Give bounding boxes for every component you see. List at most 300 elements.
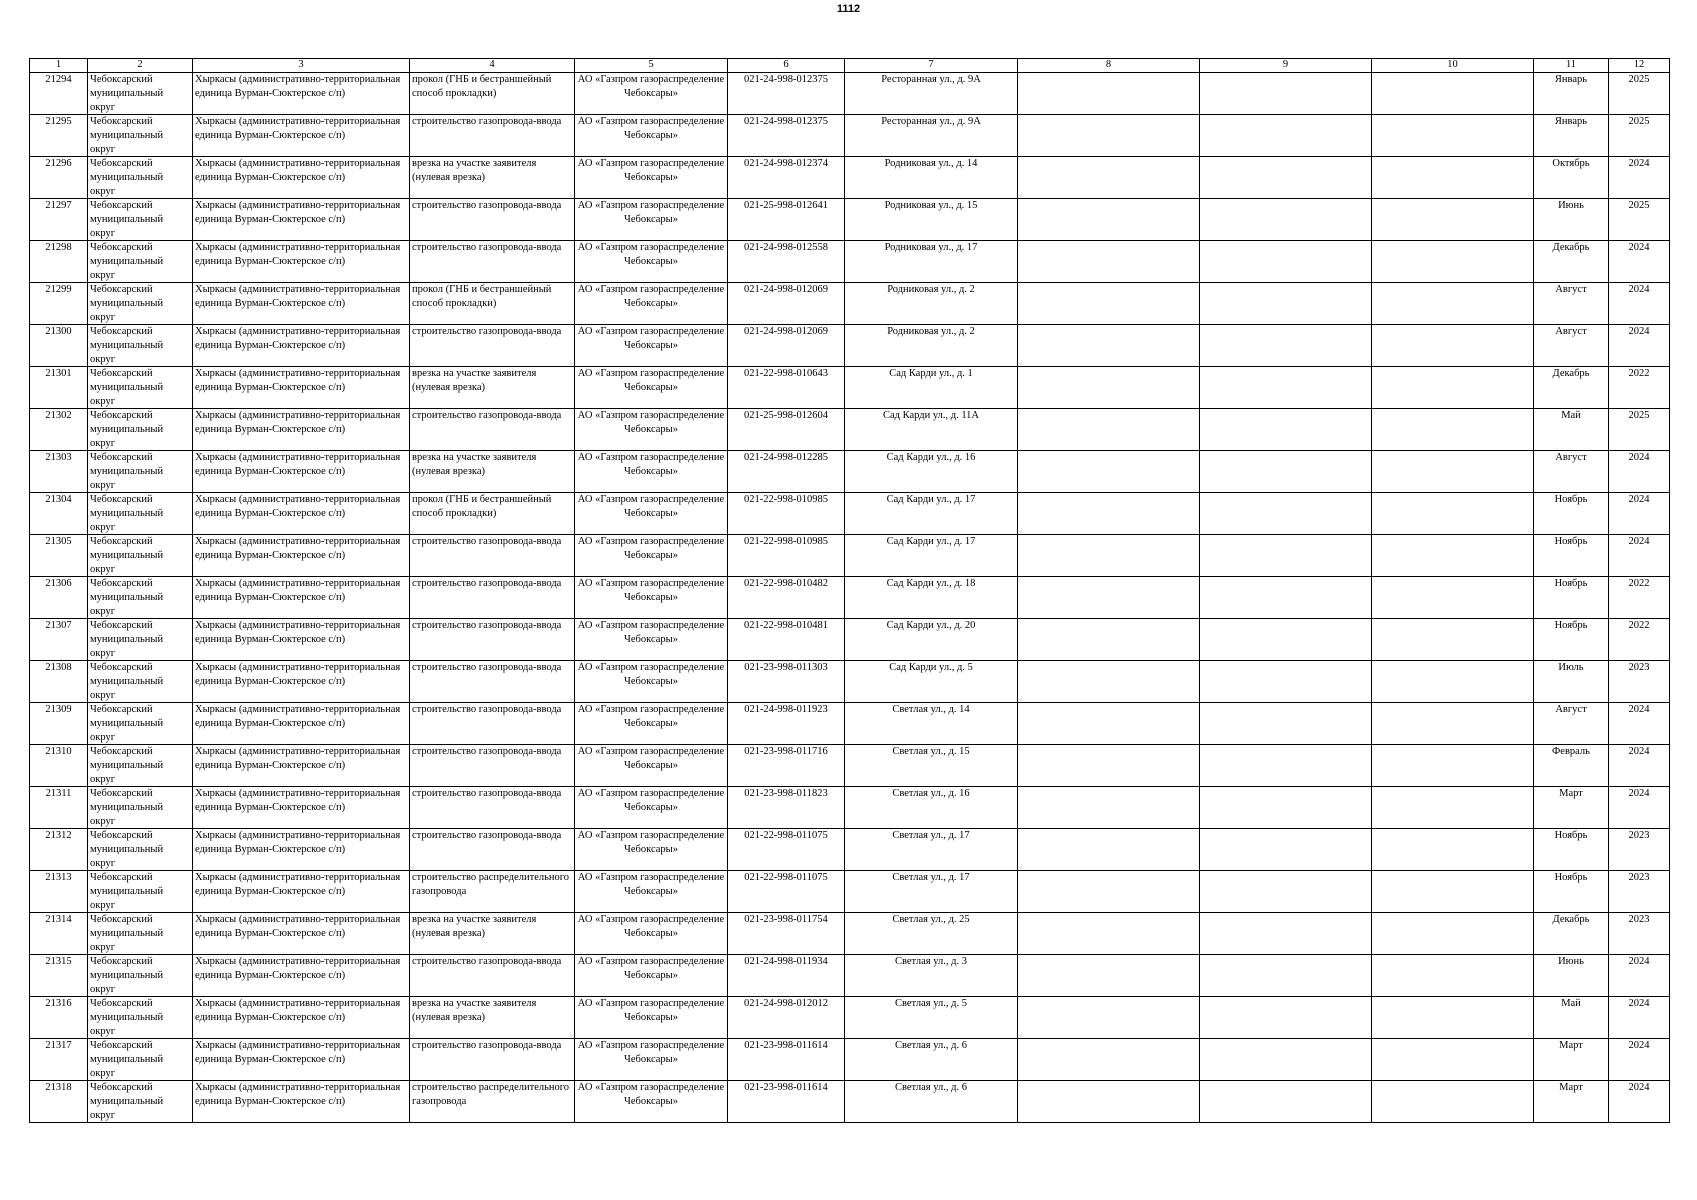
empty-cell: [1372, 871, 1534, 913]
address-cell-text: Родниковая ул., д. 14: [884, 158, 978, 169]
municipality-cell-text: Чебоксарский муниципальный округ: [90, 830, 164, 869]
organization-cell: [575, 451, 728, 493]
month-cell-text: Декабрь: [1552, 914, 1590, 925]
empty-cell: [1200, 913, 1372, 955]
work-type-cell-text: врезка на участке заявителя (нулевая врезка): [412, 914, 537, 939]
empty-cell: [1200, 115, 1372, 157]
table-row: [30, 913, 1670, 955]
locality-cell-text: Хыркасы (административно-территориальная единица Вурман-Сюктерское с/п): [195, 326, 401, 351]
month-cell: [1534, 997, 1609, 1039]
year-cell: [1609, 367, 1670, 409]
application-code-cell: [728, 619, 845, 661]
table-row: [30, 577, 1670, 619]
organization-cell: [575, 913, 728, 955]
year-cell: [1609, 241, 1670, 283]
application-code-cell: [728, 73, 845, 115]
year-cell-text: 2024: [1628, 998, 1650, 1009]
municipality-cell-text: Чебоксарский муниципальный округ: [90, 1040, 164, 1079]
empty-cell: [1018, 367, 1200, 409]
year-cell: [1609, 913, 1670, 955]
empty-cell: [1372, 535, 1534, 577]
application-code-cell: [728, 157, 845, 199]
work-type-cell: [410, 577, 575, 619]
organization-cell: [575, 73, 728, 115]
row-number-cell-text: 21318: [45, 1082, 72, 1093]
municipality-cell-text: Чебоксарский муниципальный округ: [90, 368, 164, 407]
table-row: [30, 157, 1670, 199]
year-cell-text: 2024: [1628, 452, 1650, 463]
year-cell-text: 2024: [1628, 704, 1650, 715]
organization-cell-text: АО «Газпром газораспределение Чебоксары»: [577, 956, 725, 981]
locality-cell-text: Хыркасы (административно-территориальная единица Вурман-Сюктерское с/п): [195, 956, 401, 981]
empty-cell: [1200, 745, 1372, 787]
work-type-cell: [410, 409, 575, 451]
empty-cell-text: [1020, 829, 1197, 870]
row-number-cell: [30, 829, 88, 871]
work-type-cell-text: строительство газопровода-ввода: [412, 746, 562, 757]
row-number-cell-text: 21301: [45, 368, 72, 379]
municipality-cell: [88, 619, 193, 661]
empty-cell-text: [1020, 1039, 1197, 1080]
work-type-cell-text: строительство газопровода-ввода: [412, 662, 562, 673]
empty-cell: [1372, 661, 1534, 703]
application-code-cell-text: 021-22-998-011075: [744, 830, 828, 841]
month-cell: [1534, 661, 1609, 703]
empty-cell-text: [1374, 787, 1531, 828]
empty-cell-text: [1374, 1039, 1531, 1080]
municipality-cell-text: Чебоксарский муниципальный округ: [90, 536, 164, 575]
empty-cell-text: [1020, 1081, 1197, 1122]
municipality-cell-text: Чебоксарский муниципальный округ: [90, 746, 164, 785]
empty-cell: [1018, 409, 1200, 451]
year-cell: [1609, 451, 1670, 493]
column-header: 9: [1200, 59, 1372, 73]
address-cell: [845, 787, 1018, 829]
year-cell: [1609, 325, 1670, 367]
work-type-cell-text: прокол (ГНБ и бестраншейный способ прокладки): [412, 284, 552, 309]
year-cell: [1609, 997, 1670, 1039]
empty-cell-text: [1020, 787, 1197, 828]
empty-cell: [1372, 913, 1534, 955]
empty-cell-text: [1202, 199, 1369, 240]
locality-cell: [193, 157, 410, 199]
organization-cell: [575, 199, 728, 241]
empty-cell: [1200, 577, 1372, 619]
year-cell: [1609, 157, 1670, 199]
row-number-cell: [30, 283, 88, 325]
application-code-cell: [728, 997, 845, 1039]
municipality-cell-text: Чебоксарский муниципальный округ: [90, 788, 164, 827]
row-number-cell: [30, 199, 88, 241]
empty-cell: [1200, 409, 1372, 451]
empty-cell: [1372, 955, 1534, 997]
address-cell-text: Светлая ул., д. 3: [895, 956, 967, 967]
address-cell: [845, 283, 1018, 325]
table-row: [30, 661, 1670, 703]
row-number-cell-text: 21313: [45, 872, 72, 883]
application-code-cell: [728, 283, 845, 325]
organization-cell: [575, 325, 728, 367]
empty-cell: [1372, 451, 1534, 493]
empty-cell-text: [1020, 325, 1197, 366]
month-cell: [1534, 451, 1609, 493]
empty-cell-text: [1020, 73, 1197, 114]
work-type-cell-text: строительство газопровода-ввода: [412, 620, 562, 631]
empty-cell: [1200, 703, 1372, 745]
municipality-cell-text: Чебоксарский муниципальный округ: [90, 326, 164, 365]
empty-cell-text: [1202, 787, 1369, 828]
empty-cell: [1018, 913, 1200, 955]
empty-cell-text: [1020, 157, 1197, 198]
address-cell-text: Родниковая ул., д. 17: [884, 242, 978, 253]
empty-cell-text: [1202, 703, 1369, 744]
column-header: 4: [410, 59, 575, 73]
address-cell-text: Ресторанная ул., д. 9А: [881, 116, 981, 127]
row-number-cell-text: 21302: [45, 410, 72, 421]
application-code-cell: [728, 829, 845, 871]
empty-cell: [1372, 829, 1534, 871]
application-code-cell: [728, 745, 845, 787]
work-type-cell: [410, 451, 575, 493]
empty-cell: [1200, 157, 1372, 199]
empty-cell-text: [1020, 241, 1197, 282]
empty-cell: [1200, 283, 1372, 325]
address-cell: [845, 955, 1018, 997]
application-code-cell-text: 021-24-998-012285: [744, 452, 828, 463]
empty-cell-text: [1020, 577, 1197, 618]
locality-cell: [193, 73, 410, 115]
year-cell-text: 2023: [1628, 830, 1650, 841]
work-type-cell: [410, 241, 575, 283]
empty-cell-text: [1202, 913, 1369, 954]
empty-cell-text: [1020, 619, 1197, 660]
municipality-cell-text: Чебоксарский муниципальный округ: [90, 116, 164, 155]
table-row: [30, 829, 1670, 871]
empty-cell: [1018, 1039, 1200, 1081]
empty-cell: [1018, 997, 1200, 1039]
work-type-cell-text: строительство газопровода-ввода: [412, 1040, 562, 1051]
table-row: [30, 409, 1670, 451]
empty-cell: [1018, 493, 1200, 535]
application-code-cell: [728, 1081, 845, 1123]
work-type-cell-text: строительство газопровода-ввода: [412, 830, 562, 841]
empty-cell: [1372, 283, 1534, 325]
empty-cell-text: [1374, 157, 1531, 198]
year-cell: [1609, 787, 1670, 829]
year-cell: [1609, 661, 1670, 703]
year-cell: [1609, 871, 1670, 913]
empty-cell-text: [1020, 997, 1197, 1038]
application-code-cell-text: 021-24-998-012558: [744, 242, 828, 253]
locality-cell: [193, 913, 410, 955]
table-row: [30, 745, 1670, 787]
month-cell: [1534, 577, 1609, 619]
empty-cell: [1200, 997, 1372, 1039]
row-number-cell-text: 21306: [45, 578, 72, 589]
address-cell-text: Родниковая ул., д. 15: [884, 200, 978, 211]
address-cell-text: Сад Карди ул., д. 17: [886, 494, 976, 505]
address-cell-text: Светлая ул., д. 5: [895, 998, 967, 1009]
address-cell: [845, 745, 1018, 787]
locality-cell: [193, 115, 410, 157]
month-cell-text: Декабрь: [1552, 242, 1590, 253]
address-cell-text: Сад Карди ул., д. 5: [889, 662, 973, 673]
organization-cell-text: АО «Газпром газораспределение Чебоксары»: [577, 158, 725, 183]
application-code-cell-text: 021-23-998-011716: [744, 746, 828, 757]
work-type-cell-text: прокол (ГНБ и бестраншейный способ прокладки): [412, 494, 552, 519]
municipality-cell-text: Чебоксарский муниципальный округ: [90, 284, 164, 323]
locality-cell-text: Хыркасы (административно-территориальная единица Вурман-Сюктерское с/п): [195, 452, 401, 477]
table-body: [30, 73, 1670, 1123]
work-type-cell: [410, 115, 575, 157]
empty-cell: [1018, 535, 1200, 577]
empty-cell: [1018, 73, 1200, 115]
organization-cell: [575, 871, 728, 913]
application-code-cell: [728, 451, 845, 493]
work-type-cell: [410, 493, 575, 535]
locality-cell-text: Хыркасы (административно-территориальная единица Вурман-Сюктерское с/п): [195, 1040, 401, 1065]
address-cell: [845, 451, 1018, 493]
application-code-cell-text: 021-23-998-011754: [744, 914, 828, 925]
address-cell-text: Светлая ул., д. 16: [892, 788, 970, 799]
empty-cell: [1372, 325, 1534, 367]
row-number-cell: [30, 703, 88, 745]
organization-cell: [575, 115, 728, 157]
work-type-cell: [410, 367, 575, 409]
organization-cell: [575, 955, 728, 997]
organization-cell-text: АО «Газпром газораспределение Чебоксары»: [577, 662, 725, 687]
organization-cell: [575, 241, 728, 283]
empty-cell-text: [1202, 745, 1369, 786]
table-row: [30, 787, 1670, 829]
month-cell-text: Январь: [1554, 116, 1588, 127]
municipality-cell-text: Чебоксарский муниципальный округ: [90, 704, 164, 743]
empty-cell-text: [1202, 1081, 1369, 1122]
locality-cell-text: Хыркасы (административно-территориальная единица Вурман-Сюктерское с/п): [195, 872, 401, 897]
work-type-cell: [410, 1039, 575, 1081]
row-number-cell-text: 21304: [45, 494, 72, 505]
table-row: [30, 997, 1670, 1039]
address-cell-text: Сад Карди ул., д. 18: [886, 578, 976, 589]
year-cell-text: 2024: [1628, 326, 1650, 337]
locality-cell: [193, 787, 410, 829]
empty-cell-text: [1202, 325, 1369, 366]
locality-cell-text: Хыркасы (административно-территориальная единица Вурман-Сюктерское с/п): [195, 662, 401, 687]
month-cell-text: Ноябрь: [1554, 536, 1588, 547]
month-cell-text: Ноябрь: [1554, 830, 1588, 841]
month-cell-text: Май: [1561, 410, 1581, 421]
month-cell-text: Январь: [1554, 74, 1588, 85]
empty-cell-text: [1202, 493, 1369, 534]
row-number-cell-text: 21296: [45, 158, 72, 169]
empty-cell: [1372, 1081, 1534, 1123]
application-code-cell: [728, 493, 845, 535]
month-cell-text: Март: [1559, 1040, 1583, 1051]
organization-cell: [575, 157, 728, 199]
locality-cell: [193, 871, 410, 913]
organization-cell-text: АО «Газпром газораспределение Чебоксары»: [577, 746, 725, 771]
empty-cell-text: [1202, 241, 1369, 282]
empty-cell-text: [1020, 745, 1197, 786]
address-cell: [845, 325, 1018, 367]
locality-cell-text: Хыркасы (административно-территориальная единица Вурман-Сюктерское с/п): [195, 158, 401, 183]
empty-cell-text: [1202, 955, 1369, 996]
row-number-cell: [30, 493, 88, 535]
month-cell: [1534, 829, 1609, 871]
organization-cell-text: АО «Газпром газораспределение Чебоксары»: [577, 452, 725, 477]
organization-cell-text: АО «Газпром газораспределение Чебоксары»: [577, 536, 725, 561]
empty-cell: [1018, 955, 1200, 997]
application-code-cell: [728, 661, 845, 703]
empty-cell: [1200, 325, 1372, 367]
empty-cell: [1372, 241, 1534, 283]
municipality-cell: [88, 73, 193, 115]
month-cell-text: Август: [1555, 284, 1587, 295]
municipality-cell: [88, 661, 193, 703]
organization-cell: [575, 829, 728, 871]
address-cell: [845, 199, 1018, 241]
address-cell-text: Сад Карди ул., д. 20: [886, 620, 976, 631]
month-cell: [1534, 367, 1609, 409]
empty-cell: [1372, 1039, 1534, 1081]
empty-cell: [1200, 1039, 1372, 1081]
empty-cell: [1372, 577, 1534, 619]
page-number: 1112: [836, 3, 861, 15]
month-cell-text: Август: [1555, 452, 1587, 463]
application-code-cell-text: 021-24-998-012375: [744, 74, 828, 85]
application-code-cell-text: 021-23-998-011303: [744, 662, 828, 673]
work-type-cell: [410, 661, 575, 703]
application-code-cell-text: 021-25-998-012641: [744, 200, 828, 211]
work-type-cell: [410, 157, 575, 199]
locality-cell: [193, 955, 410, 997]
municipality-cell-text: Чебоксарский муниципальный округ: [90, 242, 164, 281]
empty-cell-text: [1374, 199, 1531, 240]
row-number-cell: [30, 871, 88, 913]
application-code-cell-text: 021-22-998-011075: [744, 872, 828, 883]
row-number-cell: [30, 115, 88, 157]
empty-cell-text: [1020, 661, 1197, 702]
empty-cell-text: [1020, 199, 1197, 240]
locality-cell-text: Хыркасы (административно-территориальная единица Вурман-Сюктерское с/п): [195, 116, 401, 141]
empty-cell: [1372, 409, 1534, 451]
empty-cell: [1200, 1081, 1372, 1123]
empty-cell: [1018, 451, 1200, 493]
address-cell-text: Сад Карди ул., д. 1: [889, 368, 973, 379]
empty-cell-text: [1374, 619, 1531, 660]
empty-cell-text: [1374, 913, 1531, 954]
empty-cell: [1372, 787, 1534, 829]
work-type-cell-text: врезка на участке заявителя (нулевая врезка): [412, 368, 537, 393]
year-cell-text: 2025: [1628, 116, 1650, 127]
month-cell: [1534, 535, 1609, 577]
work-type-cell: [410, 703, 575, 745]
organization-cell: [575, 283, 728, 325]
column-header: 10: [1372, 59, 1534, 73]
organization-cell-text: АО «Газпром газораспределение Чебоксары»: [577, 74, 725, 99]
municipality-cell: [88, 535, 193, 577]
application-code-cell: [728, 703, 845, 745]
empty-cell-text: [1202, 661, 1369, 702]
row-number-cell-text: 21317: [45, 1040, 72, 1051]
municipality-cell: [88, 241, 193, 283]
row-number-cell: [30, 325, 88, 367]
row-number-cell: [30, 451, 88, 493]
empty-cell: [1372, 493, 1534, 535]
month-cell-text: Июнь: [1558, 956, 1584, 967]
empty-cell: [1372, 703, 1534, 745]
year-cell-text: 2024: [1628, 788, 1650, 799]
row-number-cell-text: 21316: [45, 998, 72, 1009]
empty-cell-text: [1020, 283, 1197, 324]
address-cell: [845, 115, 1018, 157]
year-cell: [1609, 703, 1670, 745]
address-cell: [845, 157, 1018, 199]
row-number-cell-text: 21297: [45, 200, 72, 211]
organization-cell: [575, 535, 728, 577]
empty-cell: [1018, 325, 1200, 367]
empty-cell: [1200, 199, 1372, 241]
locality-cell: [193, 829, 410, 871]
year-cell-text: 2024: [1628, 242, 1650, 253]
empty-cell: [1018, 283, 1200, 325]
locality-cell-text: Хыркасы (административно-территориальная единица Вурман-Сюктерское с/п): [195, 578, 401, 603]
address-cell: [845, 619, 1018, 661]
table-row: [30, 1081, 1670, 1123]
month-cell-text: Ноябрь: [1554, 494, 1588, 505]
work-type-cell: [410, 73, 575, 115]
empty-cell-text: [1374, 955, 1531, 996]
organization-cell-text: АО «Газпром газораспределение Чебоксары»: [577, 830, 725, 855]
organization-cell-text: АО «Газпром газораспределение Чебоксары»: [577, 368, 725, 393]
application-code-cell: [728, 787, 845, 829]
month-cell-text: Декабрь: [1552, 368, 1590, 379]
application-code-cell: [728, 325, 845, 367]
row-number-cell-text: 21310: [45, 746, 72, 757]
empty-cell-text: [1020, 703, 1197, 744]
address-cell: [845, 535, 1018, 577]
empty-cell-text: [1020, 535, 1197, 576]
organization-cell: [575, 1039, 728, 1081]
empty-cell: [1372, 199, 1534, 241]
table-row: [30, 115, 1670, 157]
empty-cell-text: [1374, 829, 1531, 870]
row-number-cell: [30, 787, 88, 829]
application-code-cell-text: 021-22-998-010985: [744, 536, 828, 547]
work-type-cell: [410, 619, 575, 661]
municipality-cell: [88, 787, 193, 829]
month-cell: [1534, 1039, 1609, 1081]
address-cell: [845, 577, 1018, 619]
month-cell: [1534, 871, 1609, 913]
empty-cell-text: [1374, 493, 1531, 534]
municipality-cell-text: Чебоксарский муниципальный округ: [90, 200, 164, 239]
locality-cell-text: Хыркасы (административно-территориальная единица Вурман-Сюктерское с/п): [195, 914, 401, 939]
month-cell: [1534, 1081, 1609, 1123]
municipality-cell: [88, 115, 193, 157]
empty-cell-text: [1202, 157, 1369, 198]
work-type-cell-text: врезка на участке заявителя (нулевая врезка): [412, 452, 537, 477]
empty-cell: [1200, 367, 1372, 409]
empty-cell: [1200, 451, 1372, 493]
month-cell: [1534, 787, 1609, 829]
year-cell-text: 2023: [1628, 914, 1650, 925]
month-cell-text: Ноябрь: [1554, 578, 1588, 589]
empty-cell-text: [1374, 409, 1531, 450]
year-cell-text: 2023: [1628, 872, 1650, 883]
month-cell-text: Август: [1555, 326, 1587, 337]
address-cell: [845, 871, 1018, 913]
